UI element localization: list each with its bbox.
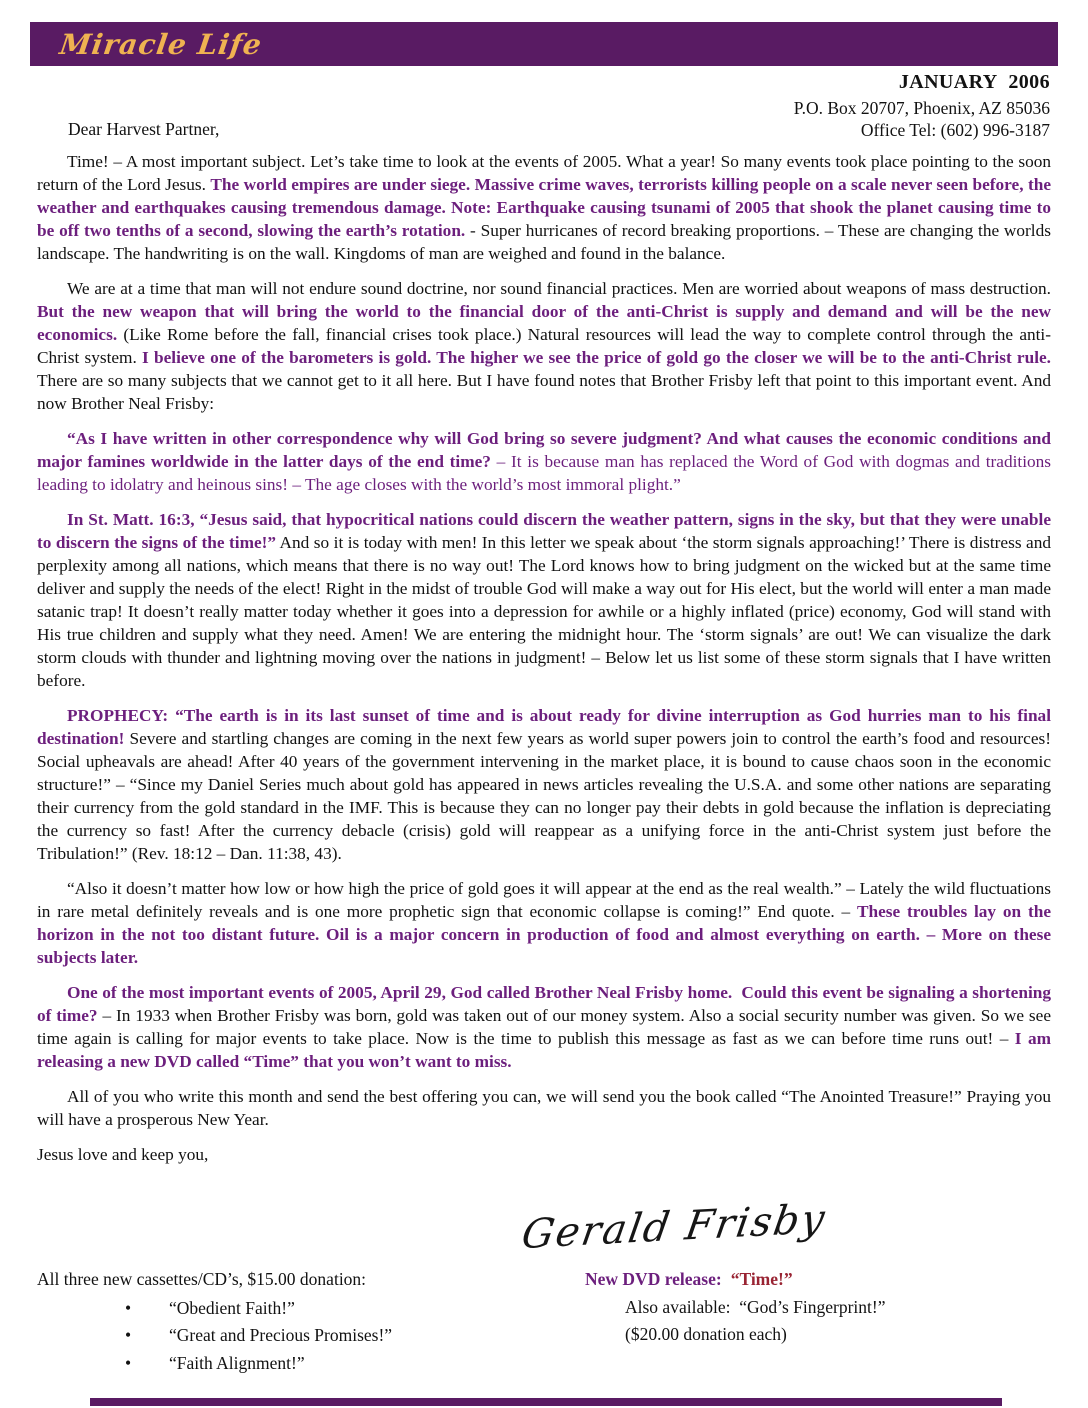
paragraph-5 <box>37 704 1051 865</box>
paragraph-3 <box>37 427 1051 496</box>
dvd-title: “Time!” <box>730 1269 793 1289</box>
cassette-offer-column <box>37 1266 557 1377</box>
dvd-offer-column <box>585 1266 1045 1349</box>
text-run: We are at a time that man will not endure sound doctrine, nor sound financial practices. Men are worried about weapons of mass destruction. <box>67 279 1051 298</box>
cassette-title: “Obedient Faith!” <box>169 1297 295 1318</box>
bullet-icon: • <box>125 1297 132 1318</box>
paragraph-6 <box>37 877 1051 969</box>
signature-script: Gerald Frisby <box>518 1195 830 1259</box>
text-run-emphasis: One of the most important events of 2005, April 29, God called Brother Neal Frisby home. Could this event be signaling a shortening of time? <box>37 983 1051 1025</box>
text-run-emphasis: I believe one of the barometers is gold. The higher we see the price of gold go the closer we will be to the anti-Christ rule. <box>142 348 1052 367</box>
donation-note: ($20.00 donation each) <box>625 1324 787 1344</box>
paragraph-2 <box>37 277 1051 415</box>
bullet-icon: • <box>125 1352 132 1373</box>
text-run-emphasis: I am releasing a new DVD called “Time” that you won’t want to miss. <box>37 1029 1051 1071</box>
cassette-offer-heading: All three new cassettes/CD’s, $15.00 donation: <box>37 1269 367 1289</box>
salutation: Dear Harvest Partner, <box>68 119 220 139</box>
text-run: And so it is today with men! In this letter we speak about ‘the storm signals approaching!’ There is distress and perplexity among all nations, which means that there is no way out! The Lord knows how to bring judgment on the wicked but at the same time deliver and supply the needs of the elect! Right in the midst of trouble God will make a way out for His elect, but the world will enter a man made satanic trap! It doesn’t really matter today whether it goes into a depression for awhile or a highly inflated (price) economy, God will stand with His true children and supply what they need. Amen! We are entering the midnight hour. The ‘storm signals’ are out! We can visualize the dark storm clouds with thunder and lightning moving over the nations in judgment! – Below let us list some of these storm signals that I have written before. <box>37 533 1051 690</box>
text-run: Time! – A most important subject. Let’s take time to look at the events of 2005. What a year! So many events took place pointing to the soon return of the Lord Jesus. <box>37 152 1051 194</box>
letterhead-right-block <box>794 71 1050 141</box>
text-run-emphasis: “As I have written in other correspondence why will God bring so severe judgment? And what causes the economic conditions and major famines worldwide in the latter days of the end time? <box>37 429 1051 471</box>
text-run-emphasis: These troubles lay on the horizon in the not too distant future. Oil is a major concern in production of food and almost everything on earth. – More on these subjects later. <box>37 902 1051 967</box>
paragraph-1 <box>37 150 1051 265</box>
phone-line: Office Tel: (602) 996-3187 <box>860 120 1050 140</box>
text-run-emphasis: In St. Matt. 16:3, “Jesus said, that hypocritical nations could discern the weather pattern, signs in the sky, but that they were unable to discern the signs of the time!” <box>37 510 1051 552</box>
bullet-icon: • <box>125 1325 132 1345</box>
text-run: “Also it doesn’t matter how low or how high the price of gold goes it will appear at the end as the real wealth.” – Lately the wild fluctuations in rare metal definitely reveals and is one more prophetic sign that economic collapse is coming!” End quote. – <box>37 879 1051 921</box>
brand-script-text: Miracle Life <box>57 27 265 61</box>
paragraph-8 <box>37 1085 1051 1131</box>
dvd-release-heading <box>585 1266 1045 1294</box>
text-run: – In 1933 when Brother Frisby was born, gold was taken out of our money system. Also a social security number was given. So we see time again is calling for major events to take place. Now is the time to publish this message as fast as we can before time runs out! – <box>37 1006 1051 1048</box>
text-run: (Like Rome before the fall, financial crises took place.) Natural resources will lead the way to complete control through the anti-Christ system. <box>37 325 1051 367</box>
cassette-title: “Faith Alignment!” <box>169 1352 305 1373</box>
list-item <box>122 1350 557 1378</box>
issue-date: JANUARY 2006 <box>898 71 1050 93</box>
text-run: - Super hurricanes of record breaking proportions. – These are changing the worlds landscape. The handwriting is on the wall. Kingdoms of man are weighed and found in the balance. <box>37 221 1051 263</box>
text-run-emphasis: But the new weapon that will bring the world to the financial door of the anti-Christ is supply and demand and will be the new economics. <box>37 302 1051 344</box>
paragraph-7 <box>37 981 1051 1073</box>
text-run: All of you who write this month and send the best offering you can, we will send you the book called “The Anointed Treasure!” Praying you will have a prosperous New Year. <box>37 1087 1051 1129</box>
text-run-purple: – It is because man has replaced the Word of God with dogmas and traditions leading to idolatry and heinous sins! – The age closes with the world’s most immoral plight.” <box>37 452 1051 494</box>
cassette-title: “Great and Precious Promises!” <box>169 1325 393 1345</box>
address-line: P.O. Box 20707, Phoenix, AZ 85036 <box>793 98 1050 118</box>
masthead-bar <box>30 22 1058 66</box>
also-available-line: Also available: “God’s Fingerprint!” <box>625 1296 886 1317</box>
dvd-release-label: New DVD release: <box>585 1269 722 1289</box>
text-run-emphasis: The world empires are under siege. Massive crime waves, terrorists killing people on a scale never seen before, the weather and earthquakes causing tremendous damage. Note: Earthquake causing tsunami of 2005 that shook the planet causing time to be off two tenths of a second, slowing the earth’s rotation. <box>37 175 1051 240</box>
list-item <box>122 1295 557 1323</box>
list-item <box>122 1322 557 1350</box>
letter-body <box>37 150 1051 1178</box>
paragraph-4 <box>37 508 1051 692</box>
text-run: Severe and startling changes are coming in the next few years as world super powers join to control the earth’s food and resources! Social upheavals are ahead! After 40 years of the government intervening in the market place, it is bound to cause chaos soon in the economic structure!” – “Since my Daniel Series much about gold has appeared in news articles revealing the U.S.A. and some other nations are separating their currency from the gold standard in the IMF. This is because they can no longer pay their debts in gold because the inflation is depreciating the currency so fast! After the currency debacle (crisis) gold will reappear as a unifying force in the anti-Christ system just before the Tribulation!” (Rev. 18:12 – Dan. 11:38, 43). <box>37 729 1051 863</box>
text-run: There are so many subjects that we cannot get to it all here. But I have found notes that Brother Frisby left that point to this important event. And now Brother Neal Frisby: <box>37 371 1051 413</box>
footer-bar <box>90 1398 1002 1406</box>
closing-line: Jesus love and keep you, <box>37 1145 209 1164</box>
text-run-emphasis: PROPHECY: “The earth is in its last sunset of time and is about ready for divine interruption as God hurries man to his final destination! <box>37 706 1051 748</box>
